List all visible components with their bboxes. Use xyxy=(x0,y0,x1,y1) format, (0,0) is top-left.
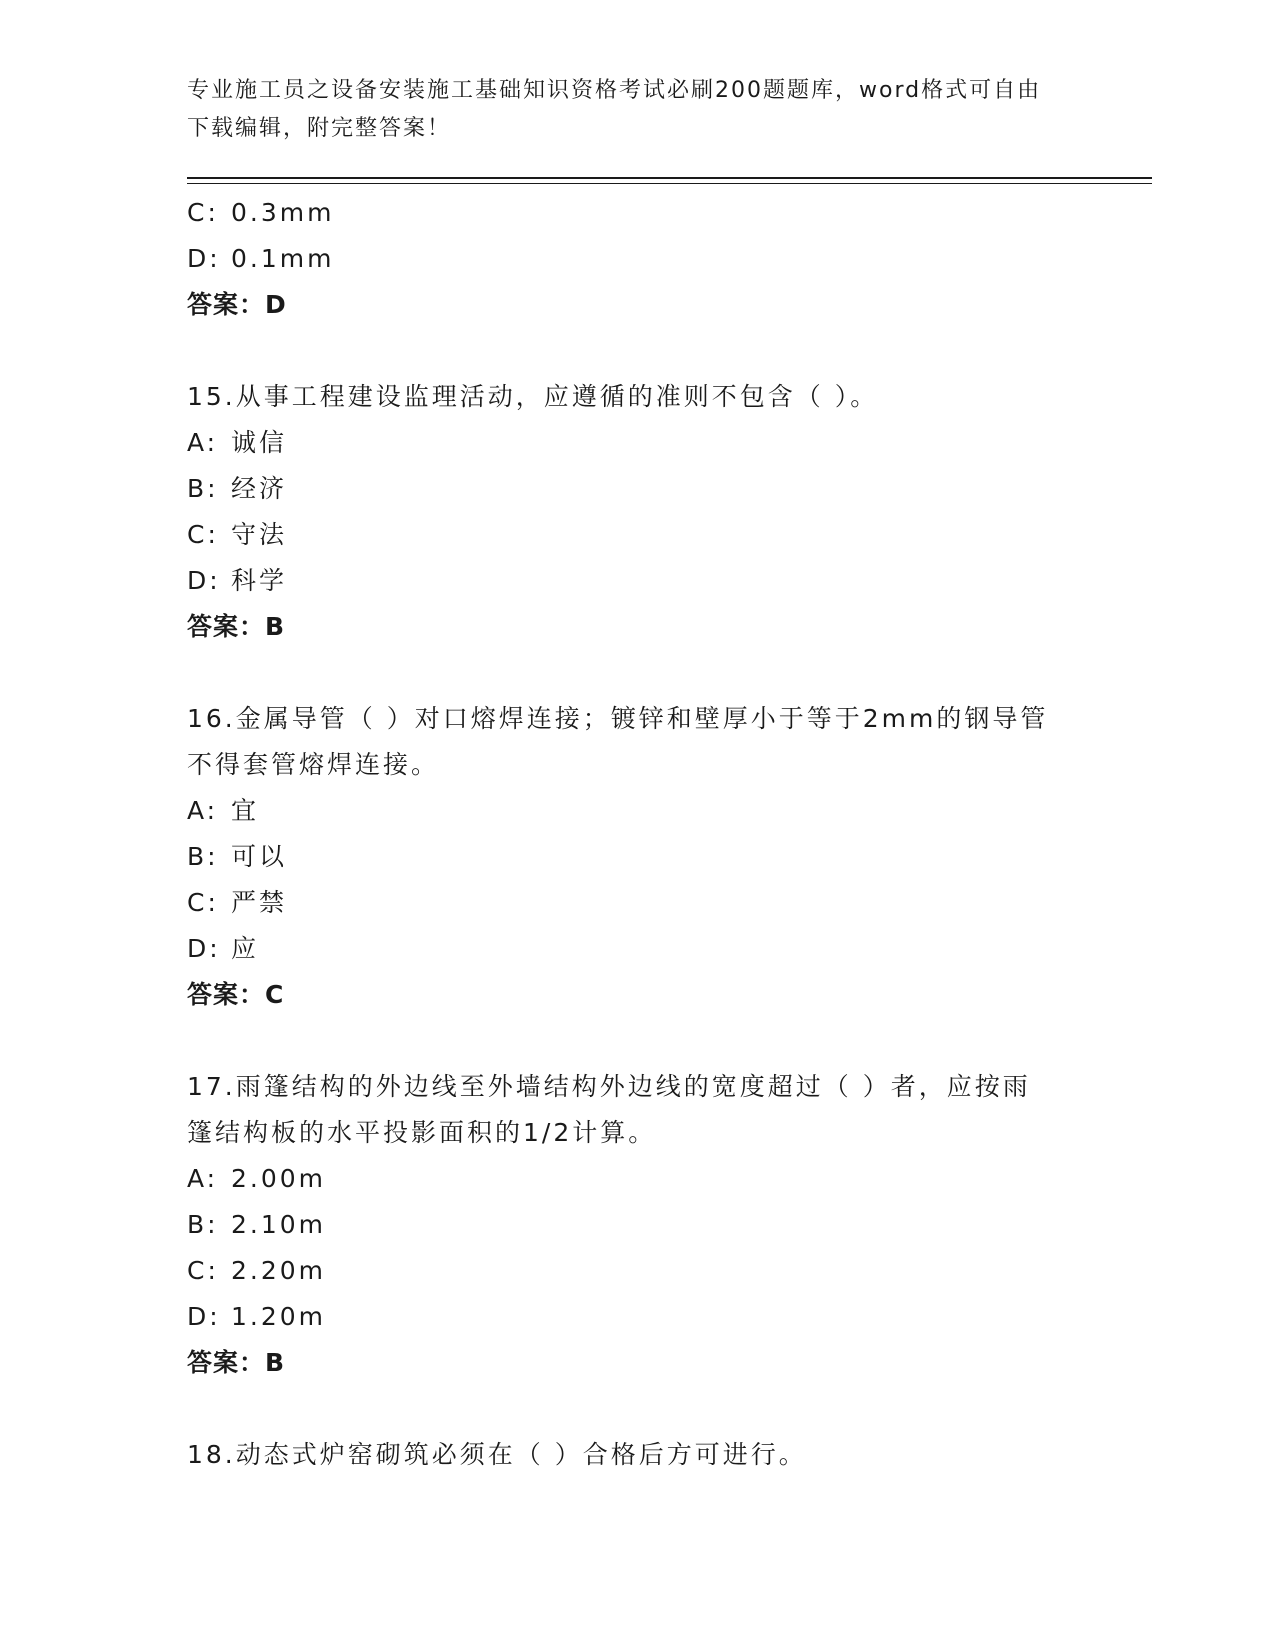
option-b: B: 2.10m xyxy=(187,1210,327,1239)
document-header xyxy=(187,72,1087,148)
option-d: D: 0.1mm xyxy=(187,244,335,273)
option-a: A: 2.00m xyxy=(187,1164,327,1193)
option-c: C: 2.20m xyxy=(187,1256,327,1285)
header-line-1: 专业施工员之设备安装施工基础知识资格考试必刷200题题库，word格式可自由 xyxy=(187,78,1042,103)
option-a: A: 诚信 xyxy=(187,428,288,457)
option-d: D: 1.20m xyxy=(187,1302,327,1331)
option-c: C: 守法 xyxy=(187,520,288,549)
question-text-line-2: 不得套管熔焊连接。 xyxy=(187,750,440,779)
answer: 答案：D xyxy=(187,290,287,319)
option-a: A: 宜 xyxy=(187,796,260,825)
option-b: B: 经济 xyxy=(187,474,288,503)
question-14-tail xyxy=(187,190,1087,328)
question-text-line-2: 篷结构板的水平投影面积的1/2计算。 xyxy=(187,1118,657,1147)
option-d: D: 科学 xyxy=(187,566,288,595)
answer: 答案：B xyxy=(187,612,286,641)
question-text: 18.动态式炉窑砌筑必须在（ ）合格后方可进行。 xyxy=(187,1440,807,1469)
question-text-line-1: 16.金属导管（ ）对口熔焊连接；镀锌和壁厚小于等于2mm的钢导管 xyxy=(187,704,1049,733)
question-16 xyxy=(187,696,1087,1018)
question-15 xyxy=(187,374,1087,650)
question-18 xyxy=(187,1432,1087,1478)
answer: 答案：C xyxy=(187,980,285,1009)
answer: 答案：B xyxy=(187,1348,286,1377)
question-text-line-1: 17.雨篷结构的外边线至外墙结构外边线的宽度超过（ ）者，应按雨 xyxy=(187,1072,1031,1101)
header-line-2: 下载编辑，附完整答案！ xyxy=(187,116,452,141)
option-c: C: 0.3mm xyxy=(187,198,335,227)
option-d: D: 应 xyxy=(187,934,260,963)
header-rule-thin xyxy=(187,183,1152,184)
question-17 xyxy=(187,1064,1087,1386)
question-list xyxy=(187,190,1087,1478)
option-c: C: 严禁 xyxy=(187,888,288,917)
option-b: B: 可以 xyxy=(187,842,288,871)
question-text: 15.从事工程建设监理活动，应遵循的准则不包含（ ）。 xyxy=(187,382,879,411)
header-rule-thick xyxy=(187,177,1152,179)
